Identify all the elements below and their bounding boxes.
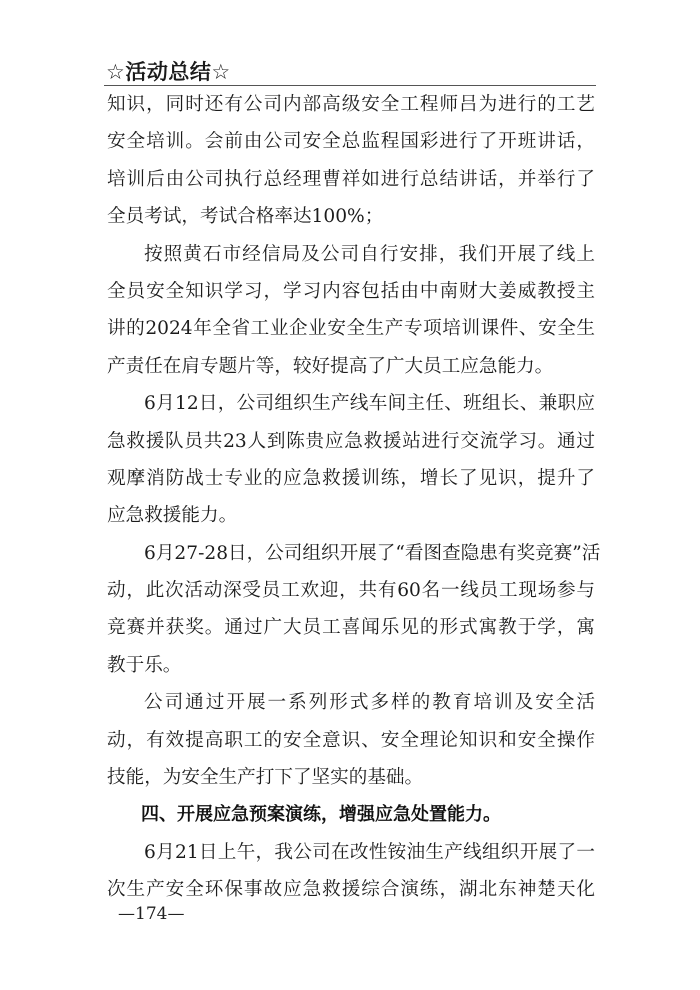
paragraph-1-line-1: 知识，同时还有公司内部高级安全工程师吕为进行的工艺 <box>107 94 595 115</box>
paragraph-1-line-3: 培训后由公司执行总经理曹祥如进行总结讲话，并举行了 <box>107 168 595 190</box>
paragraph-4-line-2: 动，此次活动深受员工欢迎，共有60名一线员工现场参与 <box>107 580 595 602</box>
paragraph-2-line-3: 讲的2024年全省工业企业安全生产专项培训课件、安全生 <box>107 318 595 340</box>
paragraph-4-line-4: 教于乐。 <box>107 654 182 676</box>
paragraph-5-line-2: 动，有效提高职工的安全意识、安全理论知识和安全操作 <box>107 729 595 751</box>
paragraph-5-line-1: 公司通过开展一系列形式多样的教育培训及安全活 <box>144 692 595 714</box>
paragraph-4-line-3: 竞赛并获奖。通过广大员工喜闻乐见的形式寓教于学，寓 <box>107 617 595 639</box>
paragraph-2-line-4: 产责任在肩专题片等，较好提高了广大员工应急能力。 <box>107 355 554 377</box>
paragraph-3-line-3: 观摩消防战士专业的应急救援训练，增长了见识，提升了 <box>107 467 595 489</box>
paragraph-3-line-1: 6月12日，公司组织生产线车间主任、班组长、兼职应 <box>144 393 595 415</box>
page-number: —174— <box>118 904 185 924</box>
paragraph-6-line-2: 次生产安全环保事故应急救援综合演练，湖北东神楚天化 <box>107 879 595 901</box>
paragraph-6-line-1: 6月21日上午，我公司在改性铵油生产线组织开展了一 <box>144 841 595 863</box>
paragraph-2-line-1: 按照黄石市经信局及公司自行安排，我们开展了线上 <box>144 243 595 265</box>
paragraph-3-line-4: 应急救援能力。 <box>107 505 238 527</box>
paragraph-1-line-4: 全员考试，考试合格率达100%； <box>107 206 384 228</box>
paragraph-4-line-1: 6月27-28日，公司组织开展了“看图查隐患有奖竞赛”活 <box>144 542 601 564</box>
paragraph-1-line-2: 安全培训。会前由公司安全总监程国彩进行了开班讲话， <box>107 131 595 153</box>
header-title: ☆活动总结☆ <box>106 60 231 84</box>
section-heading: 四、开展应急预案演练，增强应急处置能力。 <box>141 804 501 826</box>
paragraph-5-line-3: 技能，为安全生产打下了坚实的基础。 <box>107 767 424 789</box>
paragraph-2-line-2: 全员安全知识学习，学习内容包括由中南财大姜威教授主 <box>107 280 595 302</box>
paragraph-3-line-2: 急救援队员共23人到陈贵应急救援站进行交流学习。通过 <box>107 430 595 452</box>
body-text <box>107 86 601 909</box>
